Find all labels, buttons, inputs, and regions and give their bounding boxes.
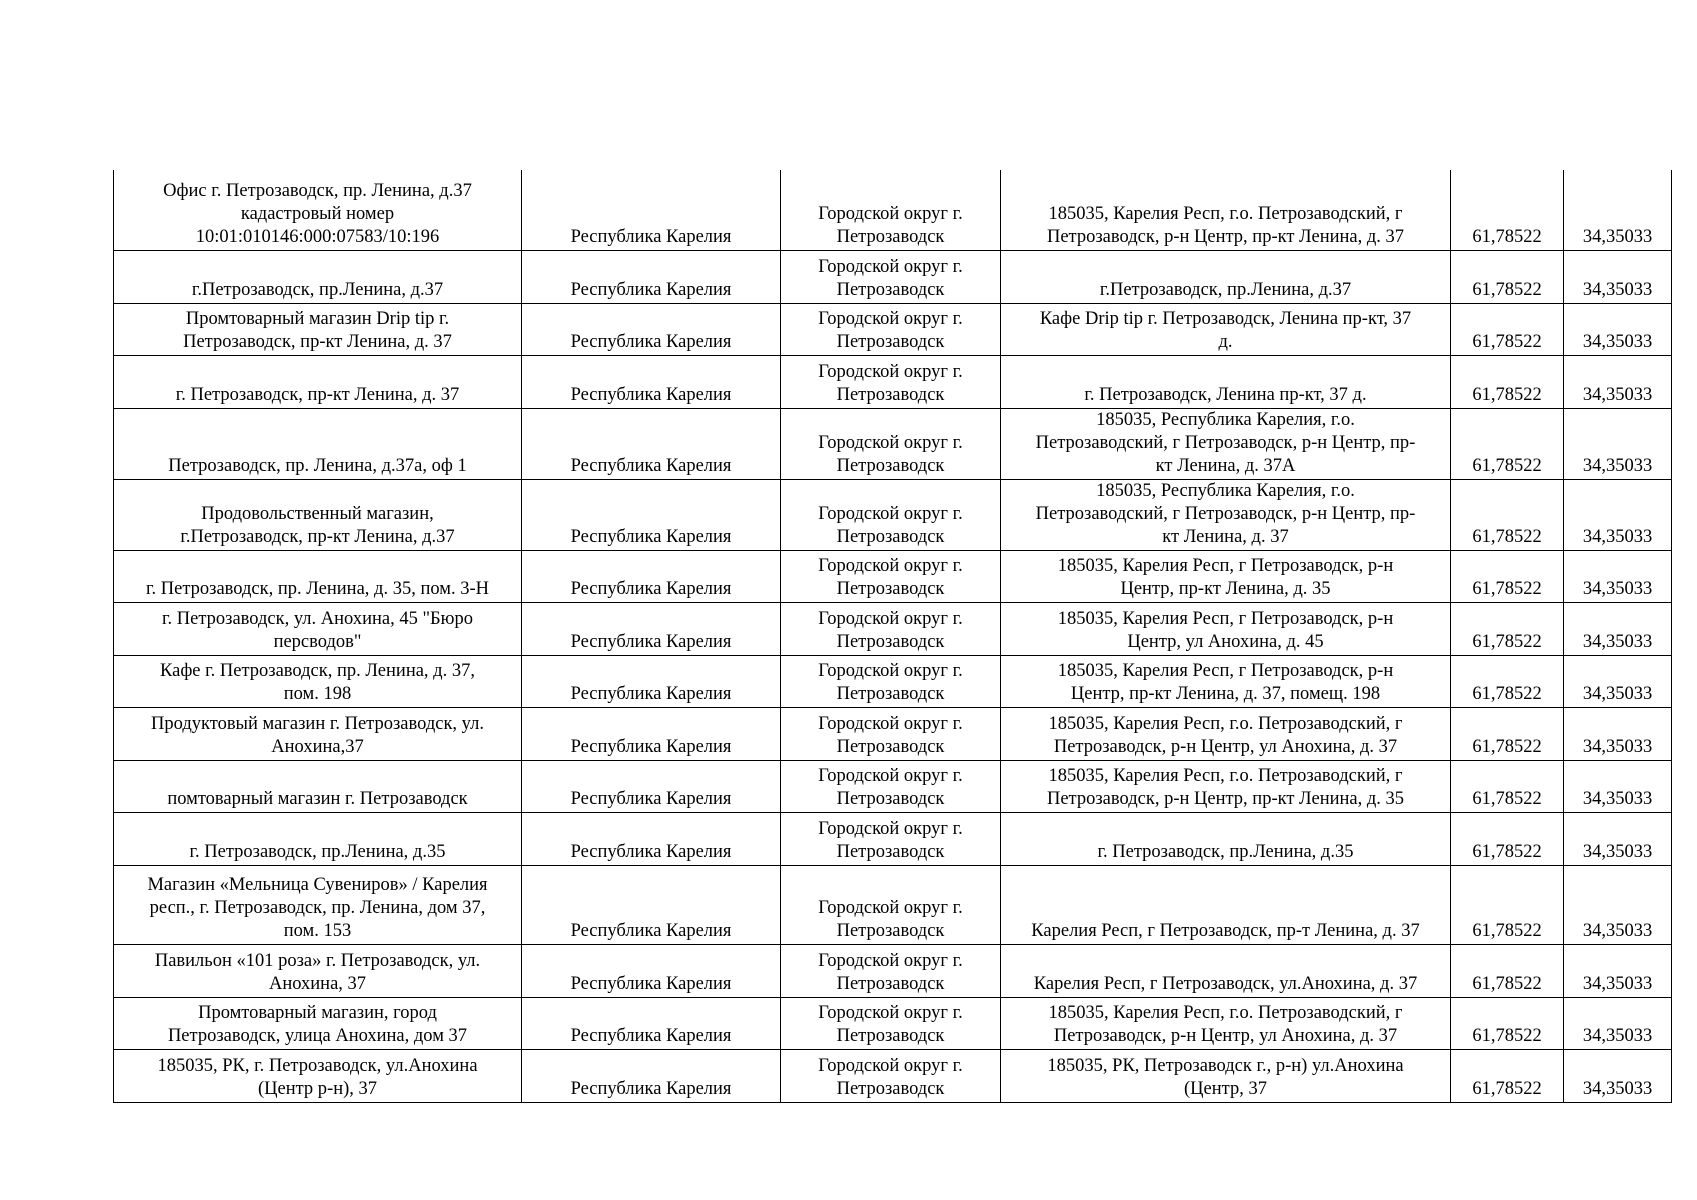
table-row xyxy=(114,812,1672,865)
cell-municipality: Городской округ г. Петрозаводск xyxy=(781,602,1001,655)
table-row xyxy=(114,944,1672,997)
cell-longitude: 34,35033 xyxy=(1564,1049,1672,1102)
cell-latitude: 61,78522 xyxy=(1451,707,1564,760)
cell-object-name: г. Петрозаводск, ул. Анохина, 45 "Бюро персводов" xyxy=(114,602,522,655)
cell-municipality: Городской округ г. Петрозаводск xyxy=(781,355,1001,408)
cell-municipality: Городской округ г. Петрозаводск xyxy=(781,408,1001,479)
cell-address: 185035, Карелия Респ, г Петрозаводск, р-н Центр, пр-кт Ленина, д. 35 xyxy=(1001,550,1451,602)
cell-address: 185035, Республика Карелия, г.о. Петрозаводский, г Петрозаводск, р-н Центр, пр- кт Ленина, д. 37 xyxy=(1001,479,1451,550)
cell-latitude: 61,78522 xyxy=(1451,1049,1564,1102)
cell-longitude: 34,35033 xyxy=(1564,602,1672,655)
cell-municipality: Городской округ г. Петрозаводск xyxy=(781,865,1001,944)
cell-address: г.Петрозаводск, пр.Ленина, д.37 xyxy=(1001,250,1451,303)
cell-object-name: г. Петрозаводск, пр-кт Ленина, д. 37 xyxy=(114,355,522,408)
cell-longitude: 34,35033 xyxy=(1564,997,1672,1049)
cell-region: Республика Карелия xyxy=(522,997,781,1049)
cell-longitude: 34,35033 xyxy=(1564,303,1672,355)
cell-object-name: Продовольственный магазин, г.Петрозаводск, пр-кт Ленина, д.37 xyxy=(114,479,522,550)
cell-longitude: 34,35033 xyxy=(1564,944,1672,997)
cell-longitude: 34,35033 xyxy=(1564,655,1672,707)
cell-address: г. Петрозаводск, пр.Ленина, д.35 xyxy=(1001,812,1451,865)
cell-object-name: Продуктовый магазин г. Петрозаводск, ул. Анохина,37 xyxy=(114,707,522,760)
cell-object-name: Офис г. Петрозаводск, пр. Ленина, д.37 кадастровый номер 10:01:010146:000:07583/10:196 xyxy=(114,170,522,250)
cell-latitude: 61,78522 xyxy=(1451,812,1564,865)
cell-region: Республика Карелия xyxy=(522,250,781,303)
cell-object-name: Павильон «101 роза» г. Петрозаводск, ул. Анохина, 37 xyxy=(114,944,522,997)
cell-region: Республика Карелия xyxy=(522,479,781,550)
table-row xyxy=(114,602,1672,655)
table-row xyxy=(114,865,1672,944)
cell-region: Республика Карелия xyxy=(522,602,781,655)
table-row xyxy=(114,997,1672,1049)
cell-region: Республика Карелия xyxy=(522,550,781,602)
cell-latitude: 61,78522 xyxy=(1451,944,1564,997)
cell-latitude: 61,78522 xyxy=(1451,865,1564,944)
cell-region: Республика Карелия xyxy=(522,355,781,408)
cell-address: 185035, Карелия Респ, г.о. Петрозаводский, г Петрозаводск, р-н Центр, пр-кт Ленина, д. 35 xyxy=(1001,760,1451,812)
cell-municipality: Городской округ г. Петрозаводск xyxy=(781,303,1001,355)
cell-municipality: Городской округ г. Петрозаводск xyxy=(781,760,1001,812)
cell-region: Республика Карелия xyxy=(522,944,781,997)
table-row xyxy=(114,550,1672,602)
address-registry-table xyxy=(113,170,1672,1103)
table-row xyxy=(114,1049,1672,1102)
cell-municipality: Городской округ г. Петрозаводск xyxy=(781,944,1001,997)
cell-longitude: 34,35033 xyxy=(1564,812,1672,865)
table-row xyxy=(114,707,1672,760)
table-row xyxy=(114,303,1672,355)
cell-latitude: 61,78522 xyxy=(1451,303,1564,355)
cell-region: Республика Карелия xyxy=(522,1049,781,1102)
cell-address: Карелия Респ, г Петрозаводск, ул.Анохина, д. 37 xyxy=(1001,944,1451,997)
cell-latitude: 61,78522 xyxy=(1451,655,1564,707)
table-row xyxy=(114,170,1672,250)
cell-object-name: Кафе г. Петрозаводск, пр. Ленина, д. 37, пом. 198 xyxy=(114,655,522,707)
cell-latitude: 61,78522 xyxy=(1451,355,1564,408)
cell-address: 185035, Карелия Респ, г.о. Петрозаводский, г Петрозаводск, р-н Центр, пр-кт Ленина, д. 37 xyxy=(1001,170,1451,250)
cell-latitude: 61,78522 xyxy=(1451,602,1564,655)
table-row xyxy=(114,250,1672,303)
cell-address: 185035, Карелия Респ, г Петрозаводск, р-н Центр, пр-кт Ленина, д. 37, помещ. 198 xyxy=(1001,655,1451,707)
cell-municipality: Городской округ г. Петрозаводск xyxy=(781,170,1001,250)
cell-object-name: г. Петрозаводск, пр. Ленина, д. 35, пом. 3-Н xyxy=(114,550,522,602)
cell-region: Республика Карелия xyxy=(522,170,781,250)
cell-longitude: 34,35033 xyxy=(1564,479,1672,550)
table-row xyxy=(114,408,1672,479)
cell-municipality: Городской округ г. Петрозаводск xyxy=(781,479,1001,550)
cell-municipality: Городской округ г. Петрозаводск xyxy=(781,1049,1001,1102)
cell-latitude: 61,78522 xyxy=(1451,250,1564,303)
cell-longitude: 34,35033 xyxy=(1564,170,1672,250)
cell-longitude: 34,35033 xyxy=(1564,250,1672,303)
cell-region: Республика Карелия xyxy=(522,865,781,944)
cell-address: Кафе Drip tip г. Петрозаводск, Ленина пр-кт, 37 д. xyxy=(1001,303,1451,355)
cell-longitude: 34,35033 xyxy=(1564,355,1672,408)
cell-municipality: Городской округ г. Петрозаводск xyxy=(781,655,1001,707)
cell-object-name: 185035, РК, г. Петрозаводск, ул.Анохина (Центр р-н), 37 xyxy=(114,1049,522,1102)
cell-region: Республика Карелия xyxy=(522,707,781,760)
table-row xyxy=(114,355,1672,408)
cell-address: 185035, Карелия Респ, г Петрозаводск, р-н Центр, ул Анохина, д. 45 xyxy=(1001,602,1451,655)
cell-municipality: Городской округ г. Петрозаводск xyxy=(781,550,1001,602)
cell-latitude: 61,78522 xyxy=(1451,170,1564,250)
cell-object-name: Магазин «Мельница Сувениров» / Карелия респ., г. Петрозаводск, пр. Ленина, дом 37, пом. 153 xyxy=(114,865,522,944)
cell-region: Республика Карелия xyxy=(522,408,781,479)
cell-longitude: 34,35033 xyxy=(1564,550,1672,602)
table-row xyxy=(114,760,1672,812)
cell-longitude: 34,35033 xyxy=(1564,408,1672,479)
cell-region: Республика Карелия xyxy=(522,303,781,355)
cell-address: Карелия Респ, г Петрозаводск, пр-т Ленина, д. 37 xyxy=(1001,865,1451,944)
cell-address: 185035, Карелия Респ, г.о. Петрозаводский, г Петрозаводск, р-н Центр, ул Анохина, д. 37 xyxy=(1001,997,1451,1049)
cell-address: 185035, Республика Карелия, г.о. Петрозаводский, г Петрозаводск, р-н Центр, пр- кт Ленина, д. 37А xyxy=(1001,408,1451,479)
cell-address: 185035, РК, Петрозаводск г., р-н) ул.Анохина (Центр, 37 xyxy=(1001,1049,1451,1102)
cell-object-name: помтоварный магазин г. Петрозаводск xyxy=(114,760,522,812)
cell-object-name: Промтоварный магазин, город Петрозаводск, улица Анохина, дом 37 xyxy=(114,997,522,1049)
cell-region: Республика Карелия xyxy=(522,812,781,865)
table-row xyxy=(114,655,1672,707)
cell-latitude: 61,78522 xyxy=(1451,997,1564,1049)
cell-latitude: 61,78522 xyxy=(1451,550,1564,602)
cell-municipality: Городской округ г. Петрозаводск xyxy=(781,250,1001,303)
cell-longitude: 34,35033 xyxy=(1564,760,1672,812)
cell-municipality: Городской округ г. Петрозаводск xyxy=(781,812,1001,865)
cell-region: Республика Карелия xyxy=(522,760,781,812)
cell-object-name: Петрозаводск, пр. Ленина, д.37а, оф 1 xyxy=(114,408,522,479)
cell-municipality: Городской округ г. Петрозаводск xyxy=(781,997,1001,1049)
cell-latitude: 61,78522 xyxy=(1451,760,1564,812)
cell-address: 185035, Карелия Респ, г.о. Петрозаводский, г Петрозаводск, р-н Центр, ул Анохина, д. 37 xyxy=(1001,707,1451,760)
cell-object-name: Промтоварный магазин Drip tip г. Петрозаводск, пр-кт Ленина, д. 37 xyxy=(114,303,522,355)
cell-object-name: г.Петрозаводск, пр.Ленина, д.37 xyxy=(114,250,522,303)
cell-region: Республика Карелия xyxy=(522,655,781,707)
cell-latitude: 61,78522 xyxy=(1451,408,1564,479)
cell-longitude: 34,35033 xyxy=(1564,707,1672,760)
cell-address: г. Петрозаводск, Ленина пр-кт, 37 д. xyxy=(1001,355,1451,408)
cell-object-name: г. Петрозаводск, пр.Ленина, д.35 xyxy=(114,812,522,865)
cell-longitude: 34,35033 xyxy=(1564,865,1672,944)
table-row xyxy=(114,479,1672,550)
cell-latitude: 61,78522 xyxy=(1451,479,1564,550)
cell-municipality: Городской округ г. Петрозаводск xyxy=(781,707,1001,760)
